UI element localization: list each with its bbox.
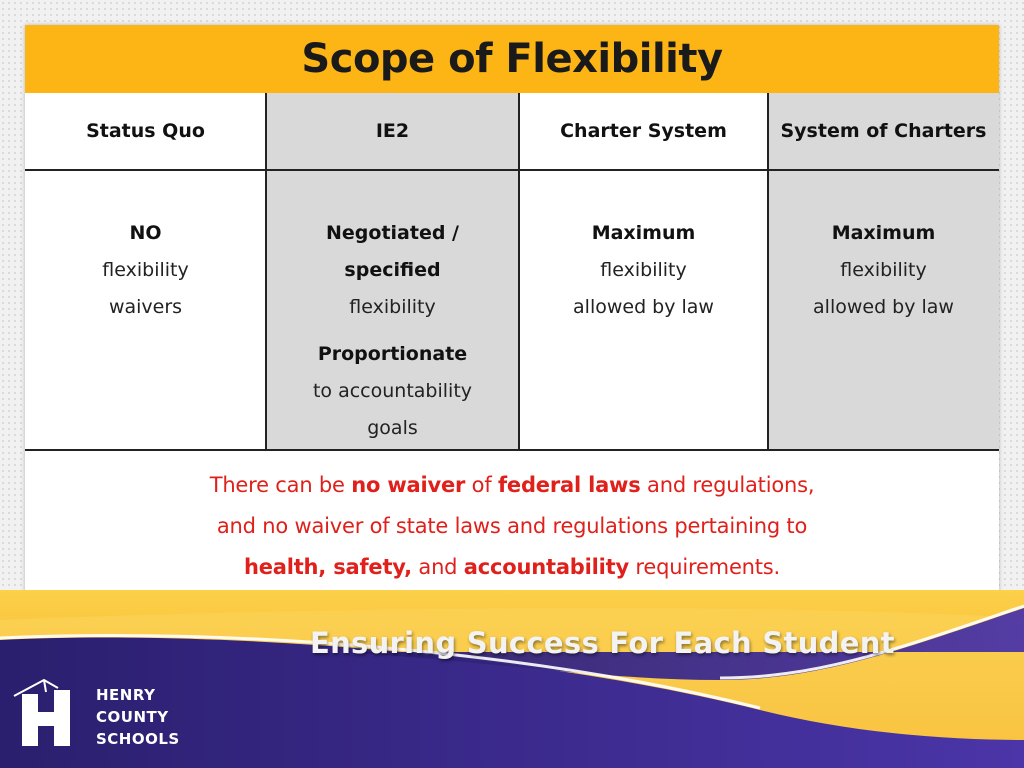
cell-text: goals (367, 417, 418, 439)
cell-text: flexibility (600, 259, 687, 281)
cell-text: Maximum (831, 222, 936, 244)
note-emphasis: health, safety, (243, 555, 412, 579)
title-bar (25, 25, 999, 93)
cell-text: flexibility (349, 296, 436, 318)
cell-text: Maximum (591, 222, 696, 244)
cell-charter-system (519, 171, 768, 449)
note-line-1 (25, 465, 999, 506)
note-text: and regulations, (640, 473, 815, 497)
slide-card (25, 25, 999, 610)
note-line-2: and no waiver of state laws and regulations pertaining to (216, 514, 808, 538)
waiver-note (25, 465, 999, 588)
slide-title: Scope of Flexibility (301, 36, 723, 82)
cell-text: flexibility (102, 259, 189, 281)
note-text: requirements. (628, 555, 781, 579)
header-charter-system: Charter System (560, 120, 727, 142)
note-emphasis: federal laws (498, 473, 641, 497)
tagline: Ensuring Success For Each Student (310, 626, 895, 660)
note-emphasis: accountability (463, 555, 629, 579)
schoolhouse-h-icon (8, 678, 88, 750)
logo-wordmark (96, 684, 180, 750)
logo-line: HENRY (96, 686, 156, 704)
cell-status-quo (25, 171, 266, 449)
note-text: There can be (209, 473, 352, 497)
cell-text: allowed by law (813, 296, 954, 318)
logo-line: COUNTY (96, 708, 169, 726)
cell-text: to accountability (312, 380, 473, 402)
cell-text: waivers (108, 296, 183, 318)
header-ie2: IE2 (375, 120, 410, 142)
note-text: of (465, 473, 498, 497)
header-status-quo: Status Quo (86, 120, 205, 142)
cell-text: Proportionate (317, 343, 468, 365)
note-emphasis: no waiver (351, 473, 466, 497)
cell-system-of-charters (768, 171, 999, 449)
cell-text: specified (344, 259, 441, 281)
note-text: and (411, 555, 464, 579)
header-system-of-charters: System of Charters (780, 120, 987, 142)
cell-text: allowed by law (573, 296, 714, 318)
cell-text: NO (129, 222, 162, 244)
henry-county-schools-logo (8, 678, 208, 758)
flexibility-table (25, 93, 999, 451)
logo-line: SCHOOLS (96, 730, 180, 748)
cell-text: Negotiated / (326, 222, 459, 244)
cell-ie2 (266, 171, 519, 449)
footer-banner (0, 590, 1024, 768)
cell-text: flexibility (840, 259, 927, 281)
note-line-3 (25, 547, 999, 588)
